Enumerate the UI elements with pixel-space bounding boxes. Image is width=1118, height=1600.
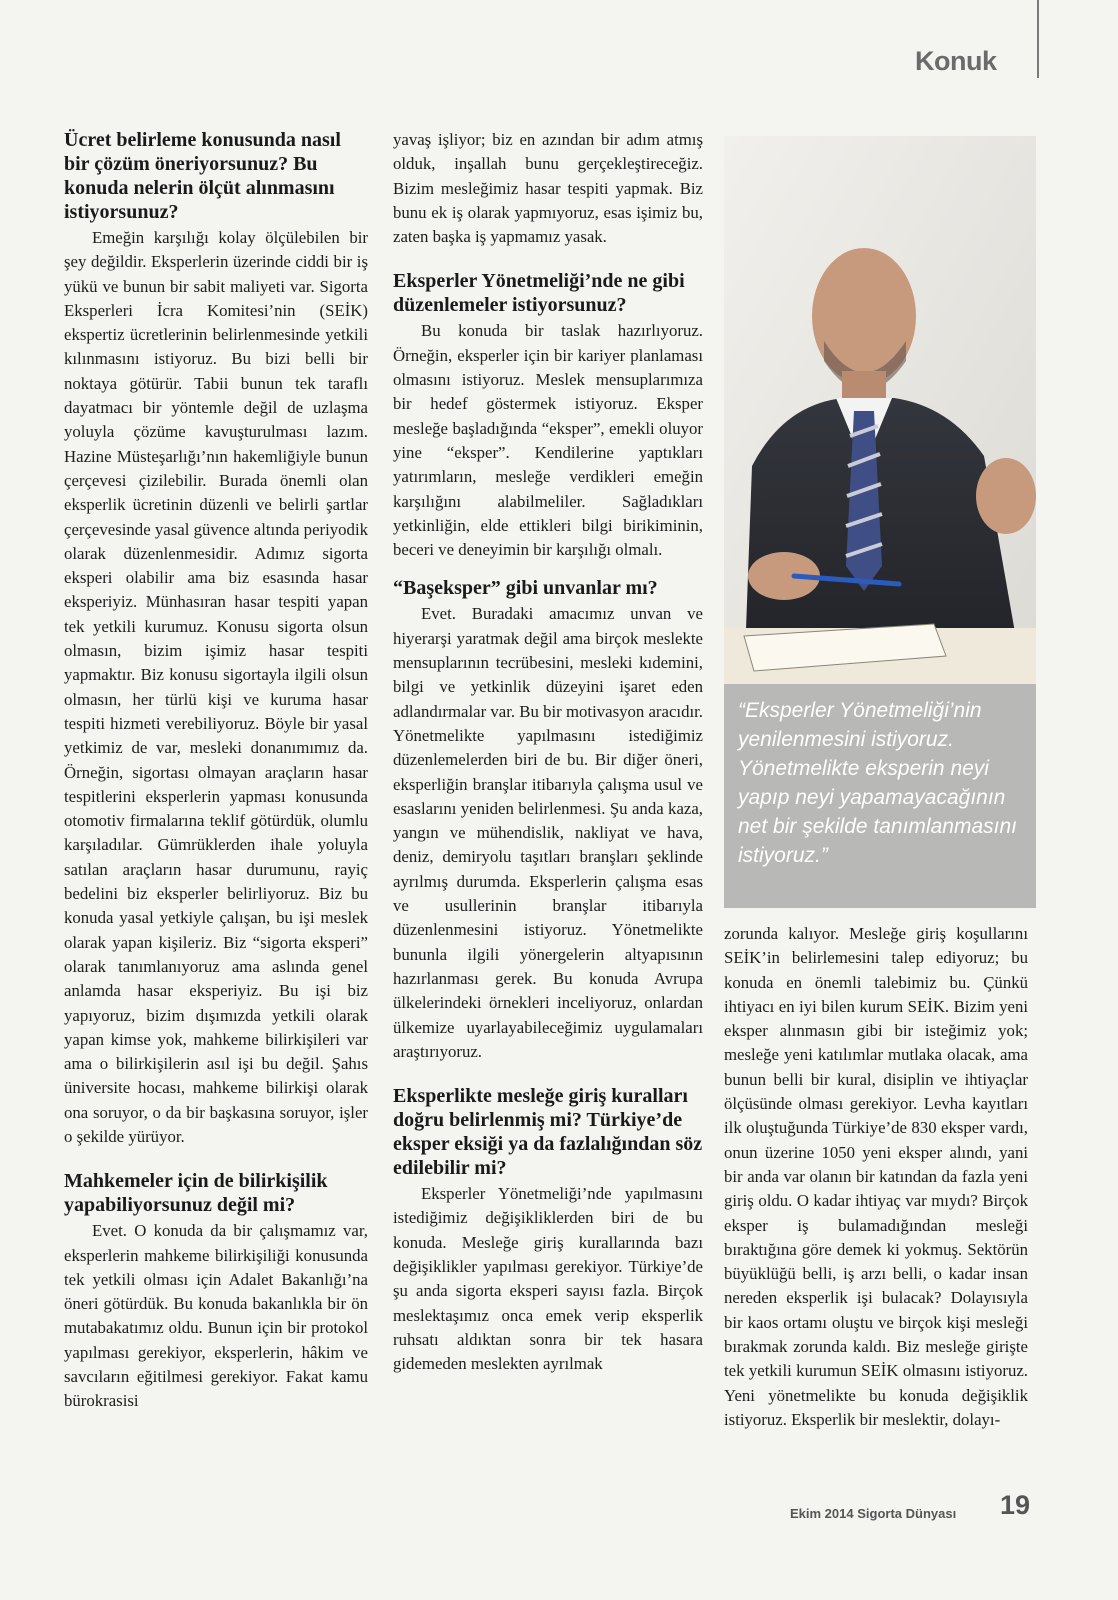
- column-2: [393, 128, 703, 1376]
- answer-paragraph: Bu konuda bir taslak hazırlıyoruz. Örneğin, eksperler için bir kariyer planlaması olmasını istiyoruz. Meslek mensuplarımıza bir hedef göstermek istiyoruz. Eksper mesleğe başladığında “eksper”, emekli oluyor yine “eksper”. Kendilerine yaptıkları yatırımların, mesleğe verdikleri emeğin karşılığını alabilmeliler. Sağladıkları yetkinliğin, elde ettikleri bilgi birikiminin, beceri ve deneyimin bir karşılığı olmalı.: [393, 321, 703, 560]
- question-heading: Eksperlikte mesleğe giriş kuralları doğru belirlenmiş mi? Türkiye’de eksper eksiği ya da fazlalığından söz edilebilir mi?: [393, 1085, 703, 1180]
- section-tag: Konuk: [915, 46, 997, 76]
- question-heading: Eksperler Yönetmeliği’nde ne gibi düzenlemeler istiyorsunuz?: [393, 270, 685, 317]
- answer-paragraph: zorunda kalıyor. Mesleğe giriş koşullarını SEİK’in belirlemesini talep ediyoruz; bu konuda en önemli talebimiz bu. Çünkü ihtiyacı en iyi bilen kurum SEİK. Bizim yeni eksper alınmasın gibi bir isteğimiz yok; mesleğe yeni katılımlar mutlaka olacak, ama bunun belli bir kural, disiplin ve ihtiyaçlar ölçüsünde olması gerekiyor. Levha kayıtları ilk oluştuğunda Türkiye’de 830 eksper vardı, onun üzerine 1050 yeni eksper alındı, yani bir anda var olanın bir katından da fazla yeni giriş oldu. O kadar ihtiyaç var mıydı? Birçok eksper iş bulamadığından mesleği bıraktığına göre demek ki yokmuş. Sektörün büyüklüğü belli, iş arzı belli, o kadar insan nereden eksperlik işi bulacak? Dolayısıyla bir kaos ortamı oluştu ve birçok kişi mesleği bırakmak zorunda kaldı. Biz mesleğe girişte tek yetkili kurumun SEİK olmasını istiyoruz. Yeni yönetmelikte bu konuda değişiklik istiyoruz. Eksperlik bir meslektir, dolayı-: [724, 924, 1028, 1429]
- answer-paragraph: Eksperler Yönetmeliği’nde yapılmasını istediğimiz değişikliklerden biri de bu konuda. Mesleğe giriş kurallarında bazı değişiklikler yapılması gerekiyor. Türkiye’de şu anda sigorta eksperi sayısı fazla. Birçok meslektaşımız onca emek verip eksperlik ruhsatı aldıktan sonra bir tek hasara gidemeden meslekten ayrılmak: [393, 1184, 703, 1374]
- answer-paragraph: yavaş işliyor; biz en azından bir adım atmış olduk, inşallah bunu gerçekleştireceğiz. Bizim mesleğimiz hasar tespiti yapmak. Biz bunu ek iş olarak yapmıyoruz, esas işimiz bu, zaten başka iş yapmamız yasak.: [393, 130, 703, 247]
- interview-photo: [724, 136, 1036, 684]
- page-number: 19: [1000, 1490, 1031, 1520]
- header-rule: [1037, 0, 1039, 78]
- question-heading: Mahkemeler için de bilirkişilik yapabiliyorsunuz değil mi?: [64, 1170, 328, 1217]
- question-heading: Ücret belirleme konusunda nasıl bir çözüm öneriyorsunuz? Bu konuda nelerin ölçüt alınmasını istiyorsunuz?: [64, 129, 341, 223]
- issue-footer: Ekim 2014 Sigorta Dünyası: [790, 1506, 957, 1521]
- answer-paragraph: Evet. O konuda da bir çalışmamız var, eksperlerin mahkeme bilirkişiliği konusunda tek yetkili olması için Adalet Bakanlığı’na öneri götürdük. Bu konuda bakanlıkla bir ön mutabakatımız oldu. Bunun için bir protokol yapılması gerekiyor, eksperlerin, hâkim ve savcıların eğitilmesi gerekiyor. Fakat kamu bürokrasisi: [64, 1221, 368, 1411]
- column-1: [64, 128, 368, 1414]
- question-heading: “Başeksper” gibi unvanlar mı?: [393, 577, 658, 600]
- column-3: [724, 922, 1028, 1432]
- pull-quote: “Eksperler Yönetmeliği’nin yenilenmesini istiyoruz. Yönetmelikte eksperin neyi yapıp neyi yapamayacağının net bir şekilde tanımlanmasını istiyoruz.”: [724, 684, 1036, 908]
- answer-paragraph: Evet. Buradaki amacımız unvan ve hiyerarşi yaratmak değil ama birçok meslekte mensuplarının tecrübesini, mesleki kıdemini, bilgi ve yetkinlik düzeyini işaret eden adlandırmalar var. Bu bir motivasyon aracıdır. Yönetmelikte yapılmasını istediğimiz düzenlemelerden biri de bu. Bir diğer öneri, eksperliğin branşlar itibarıyla çalışma usul ve esaslarını yeniden belirlenmesi. Şu anda kaza, yangın ve mühendislik, nakliyat ve hava, deniz, demiryolu taşıtları branşları şeklinde ayrılmış durumda. Eksperlerin çalışma esas ve usullerinin branşlar itibarıyla düzenlenmesini istiyoruz. Yönetmelikte bununla ilgili yönergelerin altyapısının hazırlanması gerek. Bu konuda Avrupa ülkelerindeki örnekleri inceliyoruz, onlardan ülkemize uyarlayabileceğimiz uygulamaları araştırıyoruz.: [393, 604, 703, 1061]
- interviewee-photo-illustration: [724, 136, 1036, 684]
- answer-paragraph: Emeğin karşılığı kolay ölçülebilen bir şey değildir. Eksperlerin üzerinde ciddi bir iş yükü ve bunun bir sabit maliyeti var. Sigorta Eksperleri İcra Komitesi’nin (SEİK) ekspertiz ücretlerinin belirlenmesinde yetkili kılınmasını istiyoruz. Bu bizi belli bir noktaya götürür. Tabii bunun tek taraflı dayatmacı bir yöntemle değil de uzlaşma yoluyla çözüme kavuşturulması lazım. Hazine Müsteşarlığı’nın hakemliğiyle bunun çerçevesi çizilebilir. Burada önemli olan eksperlik ücretinin düzenli ve belirli şartlar çerçevesinde yasal güvence altında periyodik olarak düzenlenmesidir. Adımız sigorta eksperi olabilir ama biz esasında hasar eksperiyiz. Münhasıran hasar tespiti yapan tek yetkili kurumuz. Konusu sigorta olsun olmasın, bizim işimiz hasar tespiti yapmaktır. Biz konusu sigortayla ilgili olsun olmasın, her türlü kişi ve kuruma hasar tespiti hizmeti verebiliyoruz. Böyle bir yasal yetkimiz de var, mesleki donanımımız da. Örneğin, sigortası olmayan araçların hasar tespitlerini eksperlerin yapması konusunda otomotiv firmalarına teklif götürdük, olumlu karşıladılar. Gümrüklerden ihale yoluyla satılan araçların hasar durumunu, rayiç bedelini biz eksperler belirliyoruz. Biz bu konuda yasal yetkiyle çalışan, bu işi meslek olarak yapan kişileriz. Biz “sigorta eksperi” olarak tanımlanıyoruz ama aslında genel anlamda hasar eksperiyiz. Bu işi biz yapıyoruz, bizim dışımızda yetkili olarak yapan kimse yok, mahkeme bilirkişileri var ama o bilirkişilerin asıl işi bu değil. Şahıs üniversite hocası, mahkeme bilirkişi olarak ona soruyor, o da bir başkasına soruyor, işler o şekilde yürüyor.: [64, 228, 368, 1146]
